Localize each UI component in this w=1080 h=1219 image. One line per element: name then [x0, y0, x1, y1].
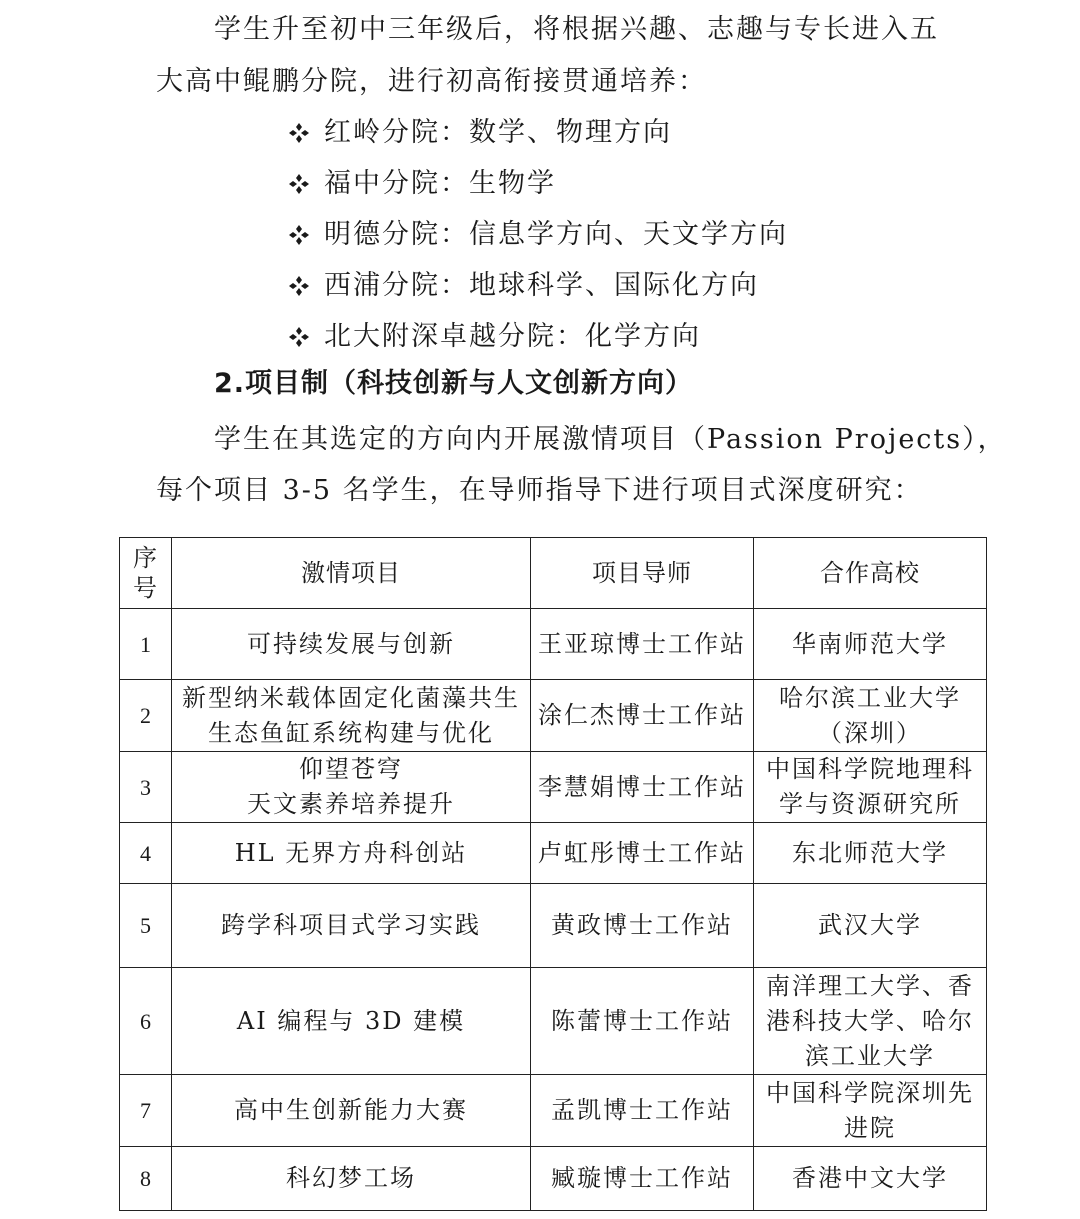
- section-paragraph-line-2: 每个项目 3-5 名学生，在导师指导下进行项目式深度研究：: [156, 475, 923, 506]
- diamond-bullet-icon: [288, 122, 310, 144]
- project-cell: 可持续发展与创新: [172, 609, 531, 680]
- header-mentor: 项目导师: [531, 538, 754, 609]
- project-cell: 科幻梦工场: [172, 1147, 531, 1211]
- branch-text: 红岭分院：数学、物理方向: [324, 117, 672, 148]
- university-cell: 东北师范大学: [754, 823, 987, 884]
- table-row: [120, 1075, 987, 1147]
- table-row: [120, 609, 987, 680]
- diamond-bullet-icon: [288, 326, 310, 348]
- row-number: 7: [120, 1075, 172, 1147]
- table-row: [120, 680, 987, 752]
- project-cell: 仰望苍穹 天文素养培养提升: [172, 752, 531, 823]
- diamond-bullet-icon: [288, 275, 310, 297]
- row-number: 6: [120, 968, 172, 1075]
- row-number: 4: [120, 823, 172, 884]
- table-header-row: [120, 538, 987, 609]
- table-row: [120, 823, 987, 884]
- projects-table: [119, 537, 987, 1211]
- mentor-cell: 涂仁杰博士工作站: [531, 680, 754, 752]
- project-cell: 新型纳米载体固定化菌藻共生 生态鱼缸系统构建与优化: [172, 680, 531, 752]
- row-number: 2: [120, 680, 172, 752]
- university-cell: 武汉大学: [754, 884, 987, 968]
- branch-text: 福中分院：生物学: [324, 168, 556, 199]
- branch-text: 北大附深卓越分院：化学方向: [324, 321, 701, 352]
- branch-text: 明德分院：信息学方向、天文学方向: [324, 219, 788, 250]
- university-cell: 中国科学院深圳先 进院: [754, 1075, 987, 1147]
- row-number: 8: [120, 1147, 172, 1211]
- section-paragraph-line-1: 学生在其选定的方向内开展激情项目（Passion Projects），: [214, 424, 1007, 455]
- header-university: 合作高校: [754, 538, 987, 609]
- row-number: 5: [120, 884, 172, 968]
- university-cell: 哈尔滨工业大学 （深圳）: [754, 680, 987, 752]
- university-cell: 华南师范大学: [754, 609, 987, 680]
- mentor-cell: 李慧娟博士工作站: [531, 752, 754, 823]
- branch-item: [288, 166, 556, 202]
- university-cell: 南洋理工大学、香 港科技大学、哈尔 滨工业大学: [754, 968, 987, 1075]
- university-cell: 香港中文大学: [754, 1147, 987, 1211]
- row-number: 3: [120, 752, 172, 823]
- header-project: 激情项目: [172, 538, 531, 609]
- branch-item: [288, 268, 759, 304]
- intro-line-1: 学生升至初中三年级后，将根据兴趣、志趣与专长进入五: [214, 14, 939, 45]
- branch-item: [288, 319, 701, 355]
- table-row: [120, 752, 987, 823]
- mentor-cell: 卢虹彤博士工作站: [531, 823, 754, 884]
- section-heading: 2.项目制（科技创新与人文创新方向）: [214, 368, 694, 399]
- intro-line-2: 大高中鲲鹏分院，进行初高衔接贯通培养：: [156, 66, 707, 97]
- project-cell: 跨学科项目式学习实践: [172, 884, 531, 968]
- row-number: 1: [120, 609, 172, 680]
- header-seq: 序 号: [120, 538, 172, 609]
- project-cell: AI 编程与 3D 建模: [172, 968, 531, 1075]
- branch-text: 西浦分院：地球科学、国际化方向: [324, 270, 759, 301]
- diamond-bullet-icon: [288, 224, 310, 246]
- mentor-cell: 黄政博士工作站: [531, 884, 754, 968]
- project-cell: 高中生创新能力大赛: [172, 1075, 531, 1147]
- mentor-cell: 陈蕾博士工作站: [531, 968, 754, 1075]
- project-cell: HL 无界方舟科创站: [172, 823, 531, 884]
- table-row: [120, 884, 987, 968]
- mentor-cell: 孟凯博士工作站: [531, 1075, 754, 1147]
- branch-item: [288, 217, 788, 253]
- university-cell: 中国科学院地理科 学与资源研究所: [754, 752, 987, 823]
- diamond-bullet-icon: [288, 173, 310, 195]
- mentor-cell: 臧璇博士工作站: [531, 1147, 754, 1211]
- mentor-cell: 王亚琼博士工作站: [531, 609, 754, 680]
- branch-item: [288, 115, 672, 151]
- table-row: [120, 1147, 987, 1211]
- table-row: [120, 968, 987, 1075]
